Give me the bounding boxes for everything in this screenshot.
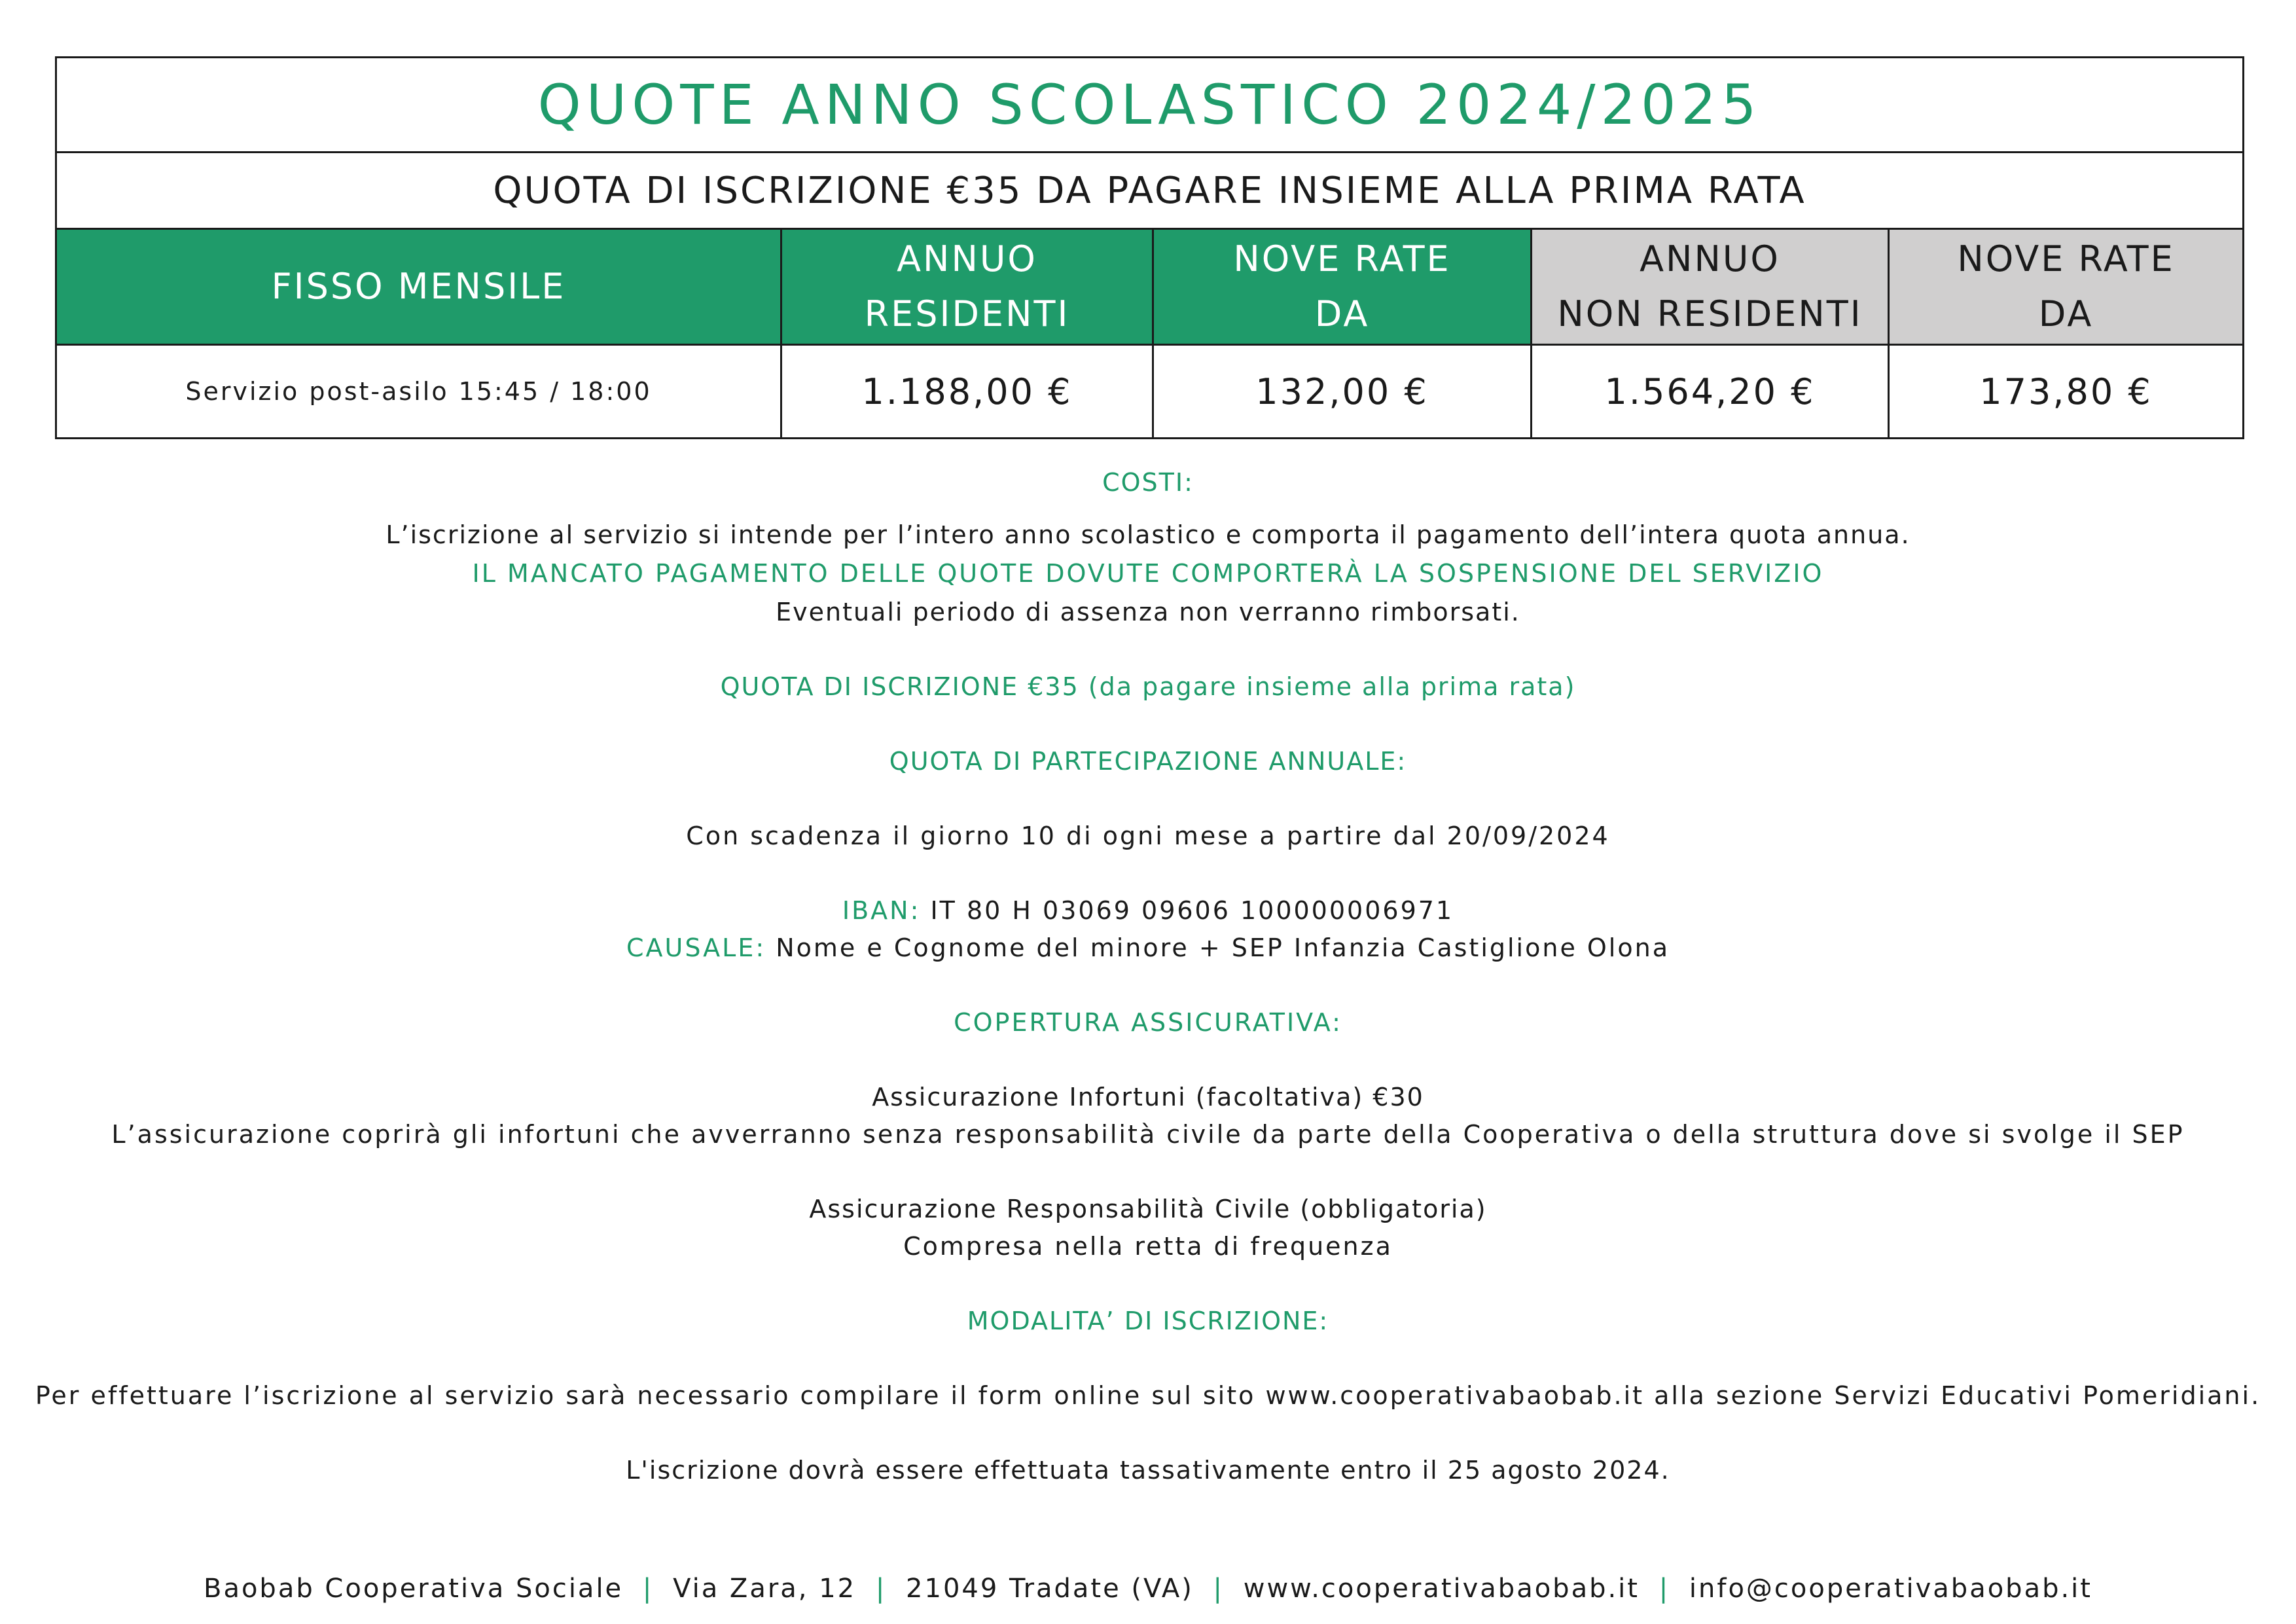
iban-line <box>0 896 2296 925</box>
service-name: Servizio post-asilo 15:45 / 18:00 <box>56 345 781 439</box>
header-nove-res-line2: DA <box>1314 293 1370 334</box>
footer-separator: | <box>1659 1574 1670 1604</box>
header-annuo-nonres-line2: NON RESIDENTI <box>1557 293 1863 334</box>
header-nove-rate-residenti <box>1153 229 1532 345</box>
footer-website-link[interactable]: www.cooperativabaobab.it <box>1243 1574 1640 1604</box>
price-nove-rate-residenti: 132,00 € <box>1153 345 1532 439</box>
deadline-text: L'iscrizione dovrà essere effettuata tassativamente entro il 25 agosto 2024. <box>626 1456 1670 1485</box>
table-header-row <box>56 229 2244 345</box>
modalita-heading: MODALITA’ DI ISCRIZIONE: <box>967 1307 1329 1335</box>
header-annuo-non-residenti <box>1532 229 1889 345</box>
infortuni-text: L’assicurazione coprirà gli infortuni che avverranno senza responsabilità civile da parte della Cooperativa o della struttura dove si svolge il SEP <box>111 1120 2185 1149</box>
rc-title: Assicurazione Responsabilità Civile (obbligatoria) <box>809 1195 1487 1223</box>
footer-city: 21049 Tradate (VA) <box>906 1574 1194 1604</box>
rc-text: Compresa nella retta di frequenza <box>903 1232 1393 1261</box>
table-row <box>56 345 2244 439</box>
footer-email-link[interactable]: info@cooperativabaobab.it <box>1689 1574 2092 1604</box>
header-fisso-mensile <box>56 229 781 345</box>
fee-table <box>55 56 2244 439</box>
costi-line-2: IL MANCATO PAGAMENTO DELLE QUOTE DOVUTE COMPORTERÀ LA SOSPENSIONE DEL SERVIZIO <box>472 559 1824 588</box>
footer-separator: | <box>1213 1574 1225 1604</box>
quota-iscrizione-note: QUOTA DI ISCRIZIONE €35 (da pagare insieme alla prima rata) <box>720 672 1576 701</box>
header-fisso-label: FISSO MENSILE <box>271 266 566 307</box>
header-nove-nonres-line2: DA <box>2038 293 2094 334</box>
causale-label: CAUSALE: <box>626 933 766 962</box>
modalita-text: Per effettuare l’iscrizione al servizio sarà necessario compilare il form online sul sito www.cooperativabaobab.it alla sezione Servizi Educativi Pomeridiani. <box>35 1381 2261 1410</box>
partecipazione-heading: QUOTA DI PARTECIPAZIONE ANNUALE: <box>889 747 1407 776</box>
footer <box>0 1574 2296 1604</box>
price-annuo-non-residenti: 1.564,20 € <box>1532 345 1889 439</box>
scadenza-text: Con scadenza il giorno 10 di ogni mese a partire dal 20/09/2024 <box>686 821 1610 850</box>
iban-label: IBAN: <box>842 896 921 925</box>
footer-separator: | <box>642 1574 654 1604</box>
costi-line-3: Eventuali periodo di assenza non verranno rimborsati. <box>776 598 1520 626</box>
page-title: QUOTE ANNO SCOLASTICO 2024/2025 <box>56 58 2244 153</box>
footer-address: Via Zara, 12 <box>673 1574 857 1604</box>
costi-heading: COSTI: <box>1102 468 1194 497</box>
price-nove-rate-non-residenti: 173,80 € <box>1889 345 2244 439</box>
causale-line <box>0 933 2296 962</box>
header-annuo-res-line2: RESIDENTI <box>864 293 1070 334</box>
costi-line-1: L’iscrizione al servizio si intende per l’intero anno scolastico e comporta il pagamento dell’intera quota annua. <box>386 520 1910 549</box>
infortuni-title: Assicurazione Infortuni (facoltativa) €30 <box>872 1083 1424 1111</box>
footer-org: Baobab Cooperativa Sociale <box>204 1574 624 1604</box>
header-annuo-res-line1: ANNUO <box>897 238 1037 280</box>
footer-separator: | <box>875 1574 887 1604</box>
header-nove-rate-non-residenti <box>1889 229 2244 345</box>
header-nove-nonres-line1: NOVE RATE <box>1957 238 2175 280</box>
price-annuo-residenti: 1.188,00 € <box>781 345 1153 439</box>
causale-value: Nome e Cognome del minore + SEP Infanzia Castiglione Olona <box>766 933 1670 962</box>
header-nove-res-line1: NOVE RATE <box>1233 238 1451 280</box>
header-annuo-nonres-line1: ANNUO <box>1640 238 1780 280</box>
enrollment-fee-subtitle: QUOTA DI ISCRIZIONE €35 DA PAGARE INSIEME ALLA PRIMA RATA <box>56 153 2244 229</box>
iban-value: IT 80 H 03069 09606 100000006971 <box>920 896 1454 925</box>
header-annuo-residenti <box>781 229 1153 345</box>
assicurazione-heading: COPERTURA ASSICURATIVA: <box>954 1008 1342 1037</box>
